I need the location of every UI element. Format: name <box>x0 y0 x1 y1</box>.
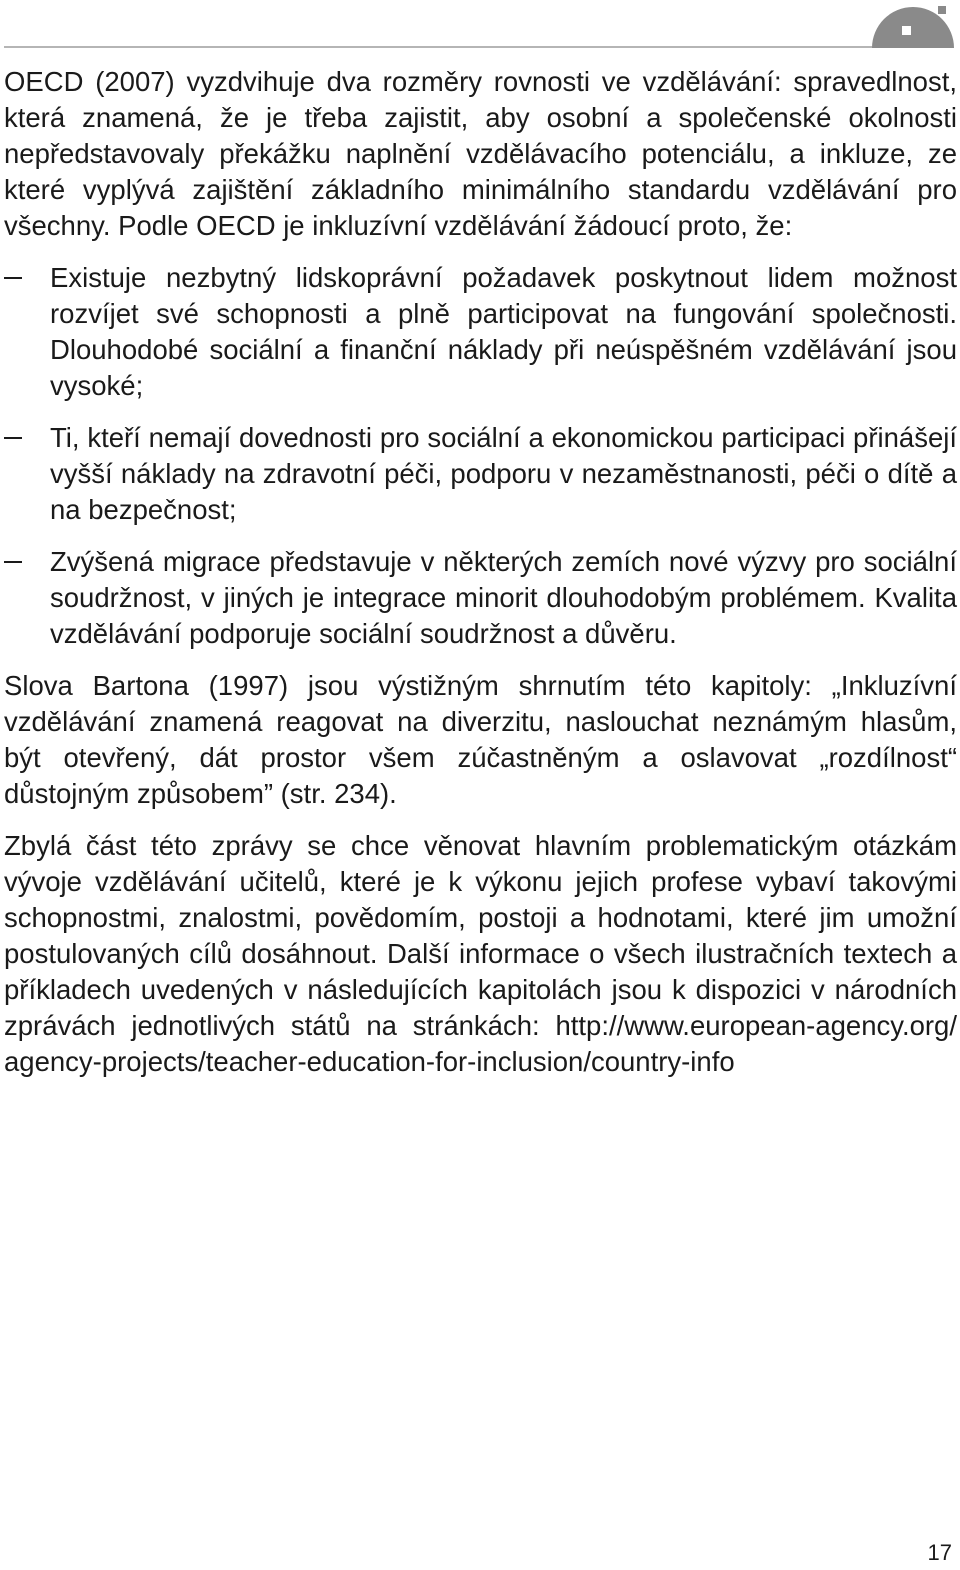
dash-bullet-icon <box>4 277 22 279</box>
list-item <box>4 420 957 528</box>
reasons-list <box>4 260 957 652</box>
list-item <box>4 544 957 652</box>
list-item <box>4 260 957 404</box>
page-number: 17 <box>927 1540 952 1565</box>
header-rule <box>4 46 952 48</box>
document-body <box>4 64 957 1080</box>
list-item-text: Zvýšená migrace představuje v některých zemích nové výzvy pro sociální soudržnost, v jiných je integrace minorit dlouhodobým problémem. Kvalita vzdělávání podporuje sociální soudržnost a důvěru. <box>50 546 957 649</box>
list-item-text: Existuje nezbytný lidskoprávní požadavek poskytnout lidem možnost rozvíjet své schopnosti a plně participovat na fungování společnosti. Dlouhodobé sociální a finanční náklady při neúspěšném vzdělávání jsou vysoké; <box>50 262 957 401</box>
intro-paragraph: OECD (2007) vyzdvihuje dva rozměry rovnosti ve vzdělávání: spravedlnost, která znamená, že je třeba zajistit, aby osobní a společenské okolnosti nepředstavovaly překážku naplnění vzdělávacího potenciálu, a inkluze, ze které vyplývá zajištění základního minimálního standardu vzdělávání pro všechny. Podle OECD je inkluzívní vzdělávání žádoucí proto, že: <box>4 66 957 241</box>
dash-bullet-icon <box>4 561 22 563</box>
agency-logo-icon <box>868 0 958 52</box>
list-item-text: Ti, kteří nemají dovednosti pro sociální a ekonomickou participaci přinášejí vyšší náklady na zdravotní péči, podporu v nezaměstnanosti, péči o dítě a na bezpečnost; <box>50 422 957 525</box>
dash-bullet-icon <box>4 437 22 439</box>
closing-paragraph: Zbylá část této zprávy se chce věnovat hlavním problematickým otázkám vývoje vzdělávání učitelů, které je k výkonu jejich profese vybaví takovými schopnostmi, znalostmi, povědomím, postoji a hodnotami, které jim umožní postulovaných cílů dosáhnout. Další informace o všech ilustračních textech a příkladech uvedených v následujících kapitolách jsou k dispozici v národních zprávách jednotlivých států na stránkách: http://www.european-agency.org/ agency-projects/teacher-education-for-inclusion/country-info <box>4 830 957 1077</box>
barton-quote-paragraph: Slova Bartona (1997) jsou výstižným shrnutím této kapitoly: „Inkluzívní vzdělávání znamená reagovat na diverzitu, naslouchat neznámým hlasům, být otevřený, dát prostor všem zúčastněným a oslavovat „rozdílnost“ důstojným způsobem” (str. 234). <box>4 670 957 809</box>
